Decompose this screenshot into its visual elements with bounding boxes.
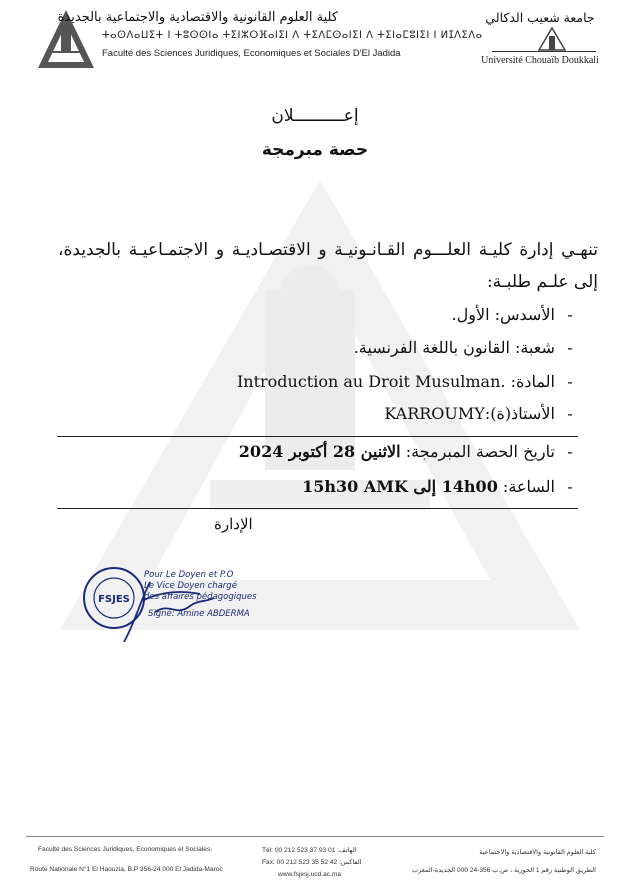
university-divider	[492, 51, 596, 52]
subject-value: Introduction au Droit Musulman.	[236, 372, 506, 391]
divider-top	[57, 436, 578, 437]
stamp-line-1: Pour Le Doyen et P.O	[144, 570, 234, 580]
footer-faculty-fr: Faculté des Sciences Juridiques, Economiques et Sociales.	[38, 846, 213, 853]
bullet-dash: -	[567, 442, 573, 461]
faculty-name-french: Faculté des Sciences Juridiques, Economiques et Sociales D'El Jadida	[102, 48, 401, 59]
bullet-dash: -	[567, 404, 573, 423]
faculty-name-tifinagh: ⵜⴰⵙⴷⴰⵡⵉⵜ ⵏ ⵜⵓⵙⵙⵏⴰ ⵜⵉⵏⵣⵔⴼⴰⵏⵉⵏ ⴷ ⵜⵉⴷⵎⵙⴰⵏⵉⵏ ⴷ ⵜⵉⵏⴰⵎⵓⵏⵉⵏ ⵏ ⵍⵊⴷⵉⴷⴰ	[102, 30, 483, 41]
bullet-dash: -	[567, 372, 573, 391]
handwritten-signature	[110, 572, 230, 644]
footer-faculty-ar: كلية العلوم القانونية والاقتصادية والاجتماعية	[479, 849, 596, 856]
time-value: 14h00 إلى 15h30 AMK	[302, 477, 498, 496]
bullet-dash: -	[567, 477, 573, 496]
university-logo-icon	[507, 26, 597, 52]
item-date	[239, 442, 580, 461]
footer-divider	[26, 836, 604, 837]
branch-text: شعبة: القانون باللغة الفرنسية.	[353, 338, 555, 357]
semester-text: الأسدس: الأول.	[451, 305, 555, 324]
footer-tel: Tél: 00 212 523 37 93 01 :الهاتف	[262, 847, 357, 854]
bullet-dash: -	[567, 338, 573, 357]
item-time	[302, 477, 580, 496]
administration-signature-label: الإدارة	[214, 515, 253, 533]
professor-value: KARROUMY	[384, 404, 485, 423]
signer-name: Signé: Amine ABDERMA	[148, 609, 250, 619]
footer-address-fr: Route Nationale N°1 El Haouzia, B.P 356-24 000 El Jadida-Maroc	[30, 866, 223, 873]
footer-website: www.fsjesj.ucd.ac.ma	[278, 871, 342, 878]
university-name-french: Université Chouaïb Doukkali	[481, 55, 599, 66]
footer-fax: Fax: 00 212 523 35 52 42 :الفاكس	[262, 859, 362, 866]
stamp-line-2: Le Vice Doyen chargé	[144, 581, 237, 591]
announcement-subtitle: حصة مبرمجة	[261, 140, 369, 160]
divider-bottom	[57, 508, 578, 509]
footer-address-ar: الطريق الوطنية رقم 1 الحوزية ، ص.ب 356-24 000 الجديدة-المغرب	[411, 867, 596, 874]
faculty-name-arabic: كلية العلوم القانونية والاقتصادية والاجتماعية بالجديدة	[57, 10, 338, 25]
professor-label: الأستاذ(ة):	[484, 404, 555, 423]
announcement-title: إعــــــــــلان	[271, 106, 359, 126]
announcement-intro: تنهـي إدارة كليـة العلـــوم القـانـونيـة و الاقتصـاديـة و الاجتمـاعيـة بالجديدة، إلى علـم طلبـة:	[58, 240, 598, 292]
seal-text: FSJES	[98, 594, 130, 605]
subject-label: المادة:	[510, 372, 555, 391]
item-branch	[354, 338, 580, 357]
item-professor	[384, 404, 580, 423]
item-subject	[237, 372, 580, 391]
date-value: الاثنين 28 أكتوبر 2024	[238, 442, 401, 461]
university-name-arabic: جامعة شعيب الدكالي	[485, 10, 595, 25]
time-label: الساعة:	[502, 477, 555, 496]
date-label: تاريخ الحصة المبرمجة:	[405, 442, 555, 461]
bullet-dash: -	[567, 305, 573, 324]
item-semester	[452, 305, 580, 324]
stamp-line-3: des affaires pédagogiques	[144, 592, 257, 602]
